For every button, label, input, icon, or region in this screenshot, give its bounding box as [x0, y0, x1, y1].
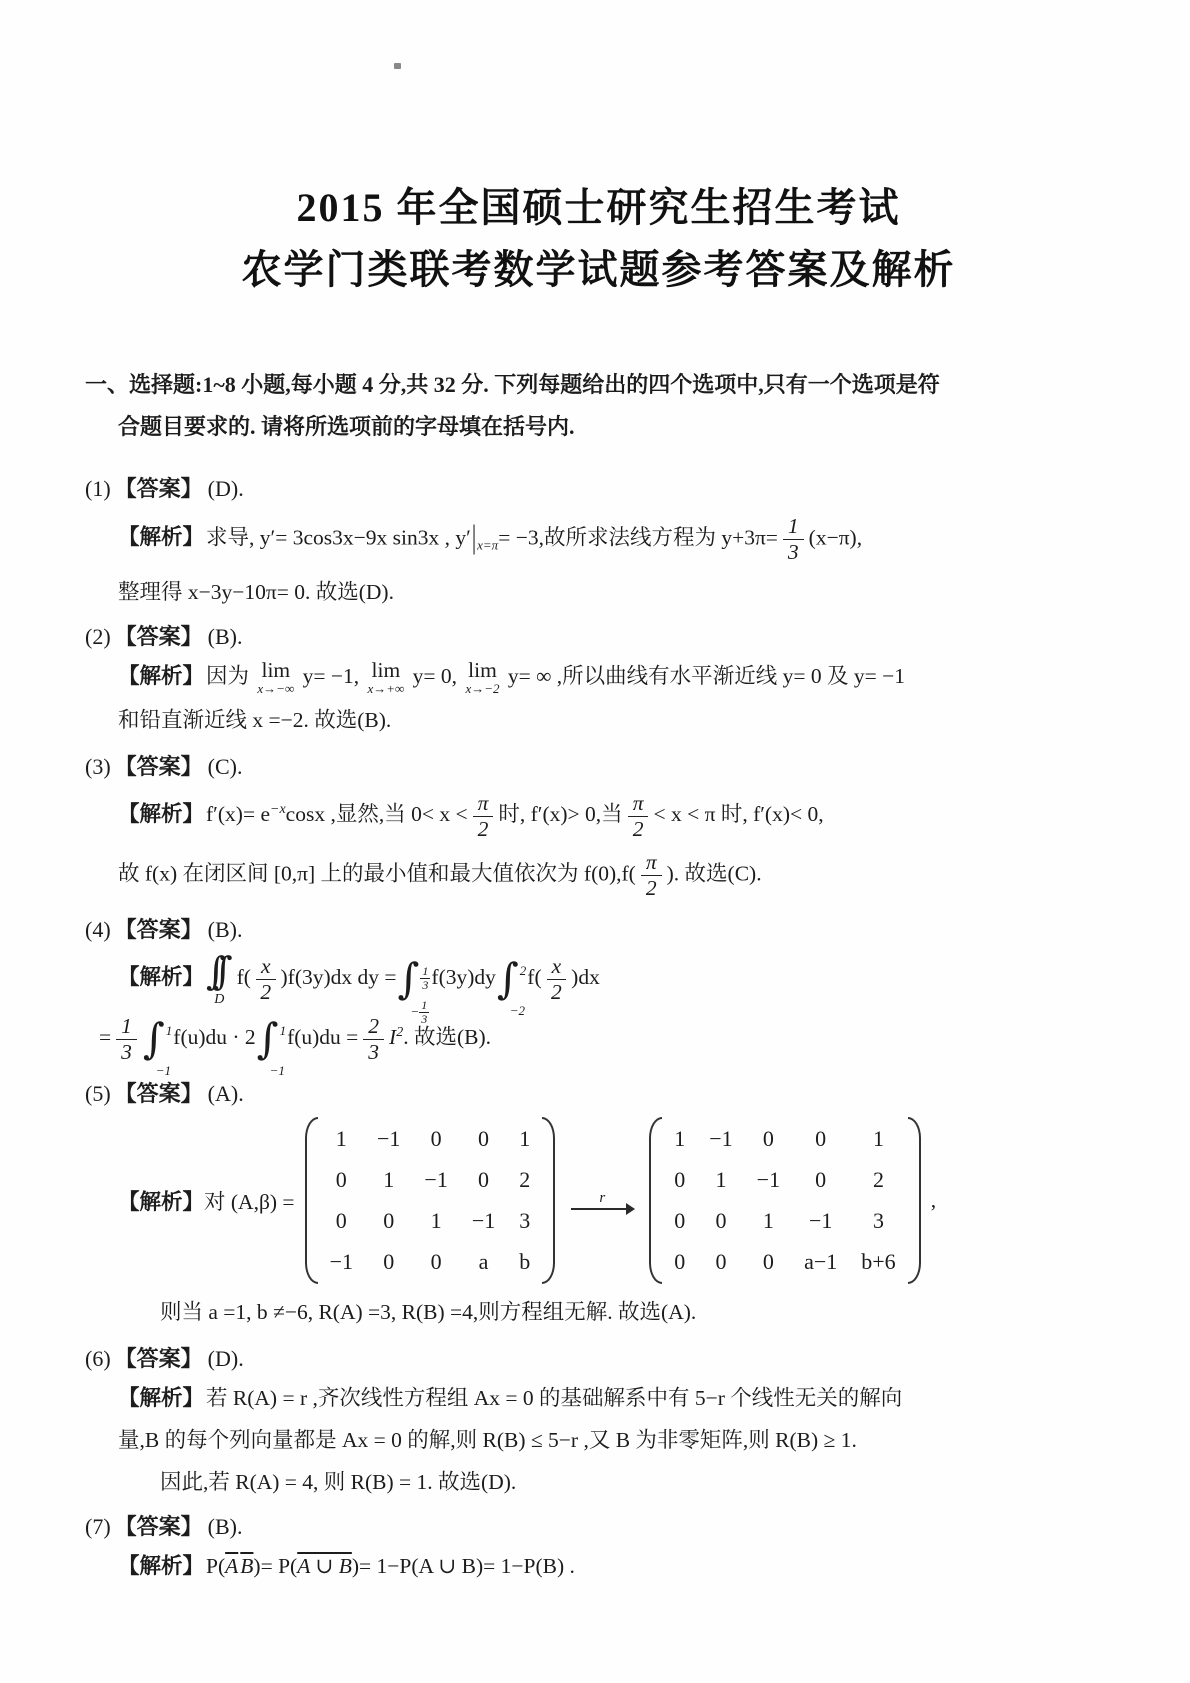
math-segment: )= 1−P(A ∪ B)= 1−P(B) .: [351, 1554, 575, 1579]
matrix-cell: a−1: [804, 1249, 838, 1275]
question-7-answer-line: [85, 1510, 1112, 1544]
math-segment: 时, f′(x)> 0,当: [498, 802, 623, 827]
question-5-answer-line: [85, 1077, 1112, 1111]
matrix-cell: −1: [709, 1126, 733, 1152]
matrix-cell: 0: [815, 1167, 827, 1193]
integral: [496, 953, 527, 1019]
matrix-cell: 0: [762, 1126, 774, 1152]
fraction-numerator: π: [641, 850, 662, 876]
analysis-label: 【解析】: [118, 802, 205, 827]
matrix-cell: 0: [335, 1167, 347, 1193]
math-segment: f′(x)= e: [206, 802, 270, 827]
matrix-cell: 0: [715, 1208, 727, 1234]
math-segment: < x < π 时, f′(x)< 0,: [653, 802, 824, 827]
instructions-line1: 一、选择题:1~8 小题,每小题 4 分,共 32 分. 下列每题给出的四个选项中,只有一个选项是符: [85, 372, 940, 397]
question-3-analysis-line2: [118, 850, 1112, 901]
fraction: [628, 791, 649, 842]
matrix-cell: 0: [715, 1249, 727, 1275]
limit-expression: [465, 659, 499, 696]
integral-domain: D: [214, 992, 225, 1008]
integral-lower-limit: −1: [269, 1063, 285, 1079]
arrow-label: r: [599, 1190, 606, 1207]
math-segment: f(: [527, 964, 542, 989]
minus-sign: −: [410, 1004, 420, 1020]
answer-label: 【答案】: [114, 1346, 203, 1372]
matrix-cell: −1: [329, 1249, 353, 1275]
matrix-cell: 0: [383, 1208, 395, 1234]
double-integral-glyph: ∫∫: [206, 949, 220, 994]
fraction-denominator: 3: [787, 540, 799, 564]
math-segment: f(u)du =: [287, 1025, 359, 1050]
matrix-cell: a: [478, 1249, 489, 1275]
fraction-numerator: 2: [363, 1014, 384, 1040]
matrix-cell: 2: [872, 1167, 884, 1193]
fraction-denominator: 3: [422, 978, 429, 993]
question-number: (6): [85, 1346, 111, 1372]
integral-upper-limit: 2: [519, 963, 527, 979]
math-superscript: −x: [270, 802, 286, 818]
math-segment: y= −1,: [297, 663, 365, 688]
question-1-answer-line: [85, 472, 1112, 506]
analysis-label: 【解析】: [118, 964, 205, 989]
matrix-cell: 1: [674, 1126, 686, 1152]
analysis-label: 【解析】: [118, 1554, 205, 1579]
augmented-matrix-after: [649, 1117, 920, 1284]
math-segment: cosx ,显然,当 0< x <: [285, 802, 468, 827]
matrix-cell: 1: [519, 1126, 531, 1152]
fraction-denominator: 3: [121, 1039, 132, 1064]
question-6-answer-line: [85, 1342, 1112, 1376]
matrix-cell: −1: [471, 1208, 496, 1234]
matrix-cell: 0: [674, 1167, 686, 1193]
matrix-cell: −1: [424, 1167, 448, 1193]
matrix-cell: 2: [519, 1167, 531, 1193]
question-number: (3): [85, 754, 111, 780]
matrix-cell: b+6: [861, 1249, 896, 1275]
matrix-cell: 1: [335, 1126, 347, 1152]
fraction: [783, 514, 804, 565]
answer-label: 【答案】: [114, 1081, 203, 1107]
question-6-analysis-line1: [118, 1378, 1112, 1418]
math-segment: 求导, y′= 3cos3x−9x sin3x , y′: [206, 525, 471, 550]
question-6-analysis-line2: 量,B 的每个列向量都是 Ax = 0 的解,则 R(B) ≤ 5−r ,又 B 为非零矩阵,则 R(B) ≥ 1.: [118, 1428, 857, 1453]
integral-lower-limit: −1: [155, 1063, 172, 1079]
answer-label: 【答案】: [114, 623, 203, 649]
integral: [397, 953, 431, 1026]
math-superscript: 2: [396, 1025, 404, 1041]
fraction-denominator: 3: [368, 1039, 380, 1064]
fraction-numerator: 1: [421, 997, 428, 1012]
math-segment: ). 故选(C).: [666, 861, 762, 886]
matrix-cell: 1: [872, 1126, 884, 1152]
section-instructions: [85, 364, 1112, 448]
answer-label: 【答案】: [114, 917, 203, 943]
question-3-analysis-line1: [118, 790, 1112, 842]
math-segment: . 故选(B).: [403, 1025, 492, 1050]
answer-label: 【答案】: [114, 1514, 203, 1540]
question-1-analysis-line1: [118, 514, 1112, 566]
math-segment: =: [99, 1025, 112, 1050]
fraction: [256, 954, 276, 1005]
answer-value: (C).: [207, 754, 243, 780]
matrix-cell: 0: [478, 1167, 490, 1193]
matrix-cell: −1: [808, 1208, 833, 1234]
math-segment: 若 R(A) = r ,齐次线性方程组 Ax = 0 的基础解系中有 5−r 个线性无关的解向: [206, 1386, 903, 1411]
question-number: (5): [85, 1081, 111, 1107]
row-reduction-arrow: [571, 1191, 633, 1210]
integral-upper-limit: 1: [165, 1023, 173, 1039]
fraction: [641, 850, 662, 901]
complement-A-union-B: A ∪ B: [297, 1554, 352, 1579]
matrix-cell: 0: [674, 1249, 686, 1275]
scan-artifact-dot: [394, 63, 401, 69]
integral-upper-limit: 1: [279, 1023, 287, 1039]
math-segment: (x−π),: [808, 525, 863, 550]
analysis-label: 【解析】: [118, 525, 205, 550]
question-number: (2): [85, 623, 111, 649]
question-3-answer-line: [85, 750, 1112, 784]
analysis-label: 【解析】: [118, 1190, 205, 1215]
fraction-denominator: 2: [632, 817, 644, 842]
fraction: [547, 954, 567, 1005]
matrix-cell: 0: [674, 1208, 686, 1234]
matrix-cell: −1: [376, 1126, 401, 1152]
fraction-denominator: 2: [645, 876, 657, 901]
left-parenthesis: [305, 1117, 318, 1284]
matrix-cell: 1: [383, 1167, 395, 1193]
fraction-numerator: 1: [116, 1014, 137, 1040]
matrix-cell: 0: [335, 1208, 347, 1234]
arrow-shaft: [571, 1208, 633, 1210]
matrix-cell: 0: [478, 1126, 490, 1152]
evaluation-bar: |: [471, 519, 477, 556]
question-2-analysis-line1: [118, 656, 1112, 697]
question-1-analysis-line2: 整理得 x−3y−10π= 0. 故选(D).: [118, 579, 394, 604]
integral-glyph: ∫: [496, 954, 519, 1004]
limit-word: lim: [468, 658, 497, 683]
fraction-numerator: x: [256, 954, 276, 980]
math-segment: 故 f(x) 在闭区间 [0,π] 上的最小值和最大值依次为 f(0),f(: [118, 861, 636, 886]
augmented-matrix-before: [305, 1117, 556, 1284]
fraction: [473, 791, 494, 842]
instructions-line2: 合题目要求的. 请将所选项前的字母填在括号内.: [118, 414, 575, 439]
right-parenthesis: [908, 1117, 921, 1284]
fraction-numerator: 1: [422, 964, 429, 979]
fraction-denominator: 2: [260, 979, 272, 1004]
limit-word: lim: [371, 658, 401, 683]
question-4-analysis-line2: [99, 1013, 1112, 1079]
fraction-denominator: 2: [477, 817, 489, 842]
answer-label: 【答案】: [114, 476, 203, 501]
matrix-cell: 0: [430, 1126, 442, 1152]
limit-expression: [367, 659, 404, 696]
question-2-answer-line: [85, 620, 1112, 654]
right-parenthesis: [542, 1117, 555, 1284]
fraction-numerator: 1: [783, 514, 804, 540]
matrix-cell: 0: [815, 1126, 827, 1152]
math-segment: P(: [206, 1554, 226, 1579]
analysis-label: 【解析】: [118, 663, 205, 688]
question-5-analysis-line2: 则当 a =1, b ≠−6, R(A) =3, R(B) =4,则方程组无解. 故选(A).: [160, 1300, 697, 1325]
fraction-numerator: π: [473, 791, 494, 817]
math-segment: y= ∞ ,所以曲线有水平渐近线 y= 0 及 y= −1: [502, 663, 905, 688]
math-subscript: x=π: [477, 537, 499, 553]
question-number: (4): [85, 917, 111, 943]
limit-condition: x→−2: [465, 681, 500, 697]
math-segment: y= 0,: [407, 663, 463, 688]
math-segment: f(3y)dy: [431, 964, 496, 989]
math-segment: )dx: [571, 964, 600, 989]
matrix-cell: 1: [715, 1167, 727, 1193]
integral-glyph: ∫: [256, 1014, 279, 1064]
question-6-analysis-line3: 因此,若 R(A) = 4, 则 R(B) = 1. 故选(D).: [160, 1470, 517, 1495]
fraction-denominator: 2: [551, 979, 562, 1004]
integral: [142, 1013, 173, 1079]
complement-B: $\overline{B}$: [240, 1554, 254, 1579]
fraction-denominator: 3: [421, 1011, 428, 1026]
matrix-cell: 3: [519, 1208, 531, 1234]
integral-glyph: ∫: [142, 1014, 165, 1064]
answer-value: (A).: [207, 1081, 244, 1107]
document-title-line1: 2015 年全国硕士研究生招生考试: [296, 185, 901, 230]
question-2-analysis-line2: 和铅直渐近线 x =−2. 故选(B).: [118, 708, 392, 733]
matrix-cell: 3: [872, 1208, 884, 1234]
matrix-cell: 0: [383, 1249, 395, 1275]
document-title-line2: 农学门类联考数学试题参考答案及解析: [241, 247, 956, 292]
integral-glyph: ∫: [397, 954, 420, 1004]
question-number: (7): [85, 1514, 111, 1540]
matrix-cell: 1: [762, 1208, 774, 1234]
answer-value: (D).: [207, 476, 244, 501]
math-segment: I: [389, 1025, 397, 1050]
double-integral-symbol: [206, 951, 233, 1007]
question-4-analysis-line1: [118, 949, 1112, 1026]
answer-value: (B).: [207, 1514, 243, 1540]
fraction-numerator: π: [628, 791, 649, 817]
fraction-numerator: x: [547, 954, 567, 980]
left-parenthesis: [649, 1117, 662, 1284]
integral-upper-limit: [420, 951, 430, 992]
limit-expression: [257, 659, 294, 696]
matrix-cell: −1: [756, 1167, 781, 1193]
question-4-answer-line: [85, 913, 1112, 947]
integral-lower-limit: −2: [509, 1003, 526, 1019]
question-7-analysis-line1: [118, 1546, 1112, 1586]
matrix-cell: 0: [762, 1249, 774, 1275]
limit-word: lim: [261, 658, 291, 683]
math-segment: )f(3y)dx dy =: [280, 964, 397, 989]
answer-value: (B).: [207, 623, 243, 649]
answer-value: (D).: [207, 1346, 244, 1372]
math-segment: ,: [930, 1188, 937, 1213]
math-segment: 对 (A,β) =: [204, 1190, 295, 1215]
matrix-cell: 0: [430, 1249, 442, 1275]
math-segment: f(: [236, 964, 251, 989]
math-segment: f(u)du · 2: [173, 1025, 256, 1050]
integral: [256, 1013, 287, 1079]
math-segment: 因为: [206, 663, 255, 688]
fraction: [116, 1014, 137, 1065]
matrix-cell: b: [519, 1249, 531, 1275]
analysis-label: 【解析】: [118, 1386, 205, 1411]
limit-condition: x→+∞: [367, 681, 405, 697]
limit-condition: x→−∞: [257, 681, 295, 697]
question-5-analysis-line1: [118, 1117, 1112, 1284]
question-number: (1): [85, 476, 111, 501]
fraction: [363, 1014, 384, 1065]
matrix-cell: 1: [430, 1208, 442, 1234]
answer-value: (B).: [207, 917, 243, 943]
complement-A: $\overline{A}$: [225, 1554, 239, 1579]
math-segment: )= P(: [253, 1554, 298, 1579]
math-segment: = −3,故所求法线方程为 y+3π=: [498, 525, 778, 550]
answer-label: 【答案】: [114, 754, 203, 780]
